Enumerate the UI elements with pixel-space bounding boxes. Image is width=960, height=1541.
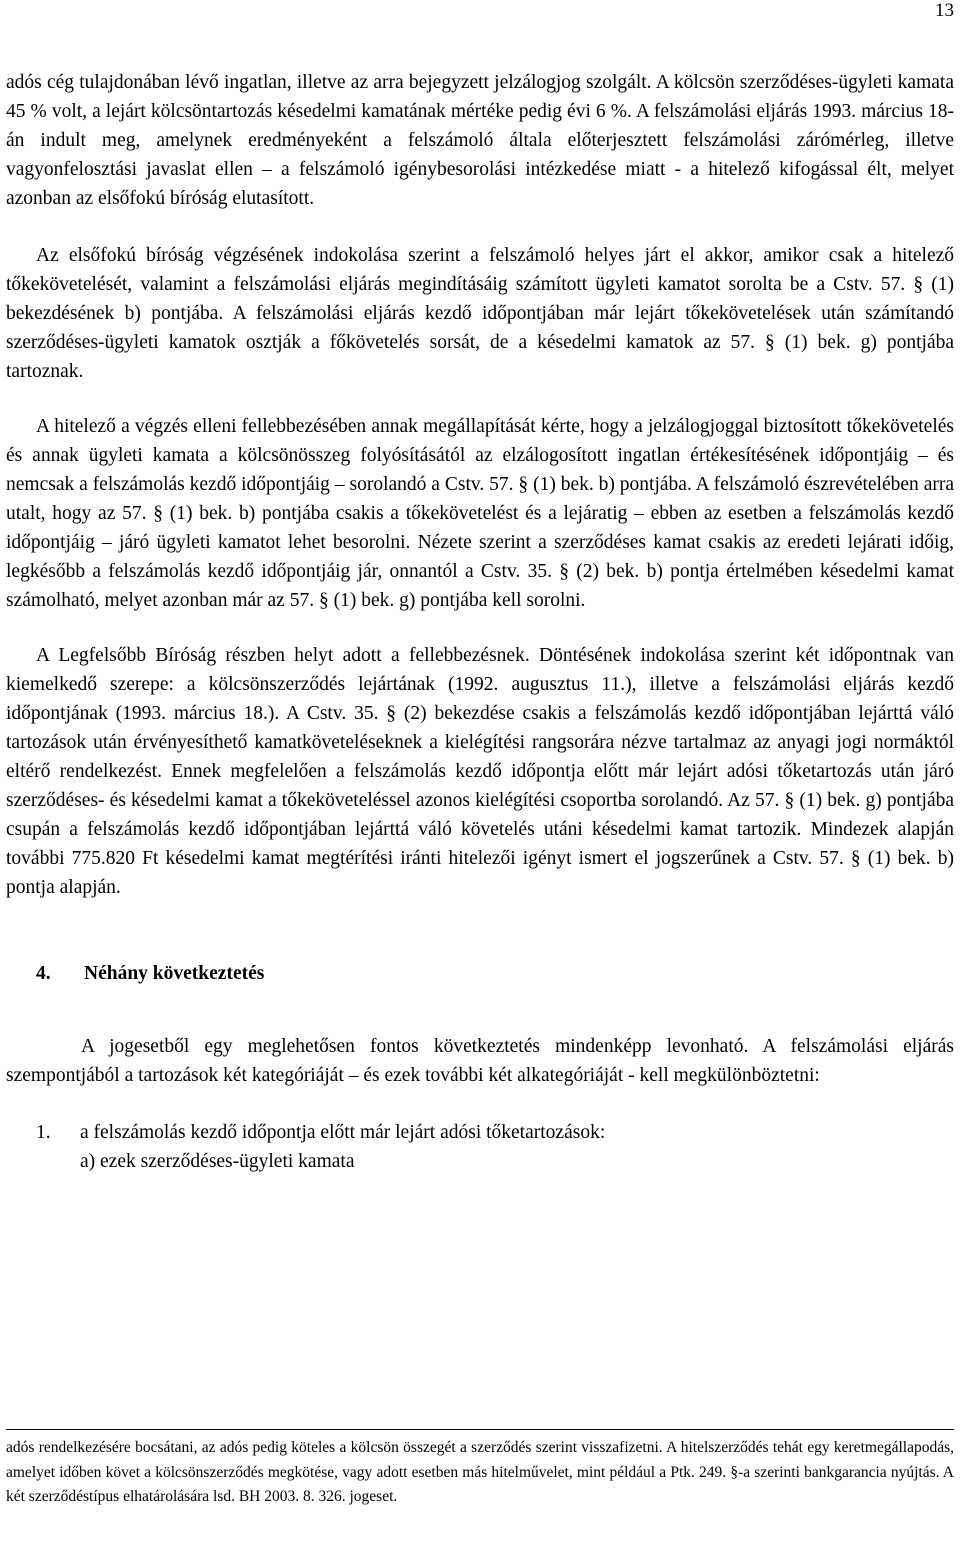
- paragraph-conclusion-intro: A jogesetből egy meglehetősen fontos következtetés mindenképp levonható. A felszámolási eljárás szempontjából a tartozások két kategóriáját – és ezek további két alkategóriáját - kell megkülönböztetni:: [6, 1036, 954, 1086]
- footnote-divider: [6, 1429, 954, 1430]
- paragraph-appeal: A hitelező a végzés elleni fellebbezésében annak megállapítását kérte, hogy a jelzálogjoggal biztosított tőkekövetelés és annak ügyleti kamata a kölcsönösszeg folyósításától az elzálogosított ingatlan értékesítésének időpontjáig – és nemcsak a felszámolás kezdő időpontjáig – sorolandó a Cstv. 57. § (1) bek. b) pontjába. A felszámoló észrevételében arra utalt, hogy az 57. § (1) bek. b) pontjába csakis a tőkekövetelést és a lejáratig – ebben az esetben a felszámolás kezdő időpontjáig – járó ügyleti kamatot lehet besorolni. Nézete szerint a szerződéses kamat csakis az eredeti lejárati időig, legkésőbb a felszámolás kezdő időpontjáig jár, onnantól a Cstv. 35. § (2) bek. b) pontja értelmében késedelmi kamat számolható, melyet azonban már az 57. § (1) bek. g) pontjába kell sorolni.: [6, 416, 954, 611]
- footnote-text: adós rendelkezésére bocsátani, az adós pedig köteles a kölcsön összegét a szerződés szerint visszafizetni. A hitelszerződés tehát egy keretmegállapodás, amelyet időben követ a kölcsönszerződés megkötése, vagy adott esetben más hitelművelet, mint például a Ptk. 249. §-a szerinti bankgarancia nyújtás. A két szerződéstípus elhatárolására lsd. BH 2003. 8. 326. jogeset.: [6, 1439, 954, 1505]
- list-item: [6, 1118, 954, 1147]
- paragraph-supreme-court-decision: A Legfelsőbb Bíróság részben helyt adott a fellebbezésnek. Döntésének indokolása szerint két időpontnak van kiemelkedő szerepe: a kölcsönszerződés lejártának (1992. augusztus 11.), illetve a felszámolási eljárás kezdő időpontjának (1993. március 18.). A Cstv. 35. § (2) bekezdése csakis a felszámolás kezdő időpontjában lejárttá váló tartozások után érvényesíthető kamatköveteléseknek a kielégítési rangsorára nézve tartalmaz az anyagi jogi normáktól eltérő rendelkezést. Ennek megfelelően a felszámolás kezdő időpontja előtt már lejárt adósi tőketartozás után járó szerződéses- és késedelmi kamat a tőkeköveteléssel azonos kielégítési csoportba sorolandó. Az 57. § (1) bek. g) pontjába csupán a felszámolás kezdő időpontjában lejárttá váló követelés utáni késedelmi kamat tartozik. Mindezek alapján további 775.820 Ft késedelmi kamat megtérítési iránti hitelezői igényt ismert el jogszerűnek a Cstv. 57. § (1) bek. b) pontja alapján.: [6, 645, 954, 898]
- document-body: [6, 68, 954, 1176]
- section-title: Néhány következtetés: [84, 963, 265, 984]
- section-heading: [6, 959, 954, 988]
- list-item-text: a felszámolás kezdő időpontja előtt már lejárt adósi tőketartozások:: [80, 1122, 606, 1143]
- list-subitem: a) ezek szerződéses-ügyleti kamata: [80, 1151, 355, 1172]
- paragraph-first-instance-reasoning: Az elsőfokú bíróság végzésének indokolása szerint a felszámoló helyes járt el akkor, amikor csak a hitelező tőkekövetelését, valamint a felszámolási eljárás megindításáig számított ügyleti kamatot sorolta be a Cstv. 57. § (1) bekezdésének b) pontjába. A felszámolási eljárás kezdő időpontjában már lejárt tőkekövetelések után számítandó szerződéses-ügyleti kamatok osztják a főkövetelés sorsát, de a késedelmi kamatok az 57. § (1) bek. g) pontjába tartoznak.: [6, 245, 954, 382]
- paragraph-case-facts: adós cég tulajdonában lévő ingatlan, illetve az arra bejegyzett jelzálogjog szolgált. A kölcsön szerződéses-ügyleti kamata 45 % volt, a lejárt kölcsöntartozás késedelmi kamatának mértéke pedig évi 6 %. A felszámolási eljárás 1993. március 18-án indult meg, amelynek eredményeként a felszámoló általa előterjesztett felszámolási zárómérleg, illetve vagyonfelosztási javaslat ellen – a felszámoló igénybesorolási intézkedése miatt - a hitelező kifogással élt, melyet azonban az elsőfokú bíróság elutasított.: [6, 72, 954, 209]
- section-number: 4.: [36, 963, 51, 984]
- category-list: [6, 1118, 954, 1176]
- list-item-number: 1.: [36, 1122, 51, 1143]
- page-number: 13: [935, 0, 954, 21]
